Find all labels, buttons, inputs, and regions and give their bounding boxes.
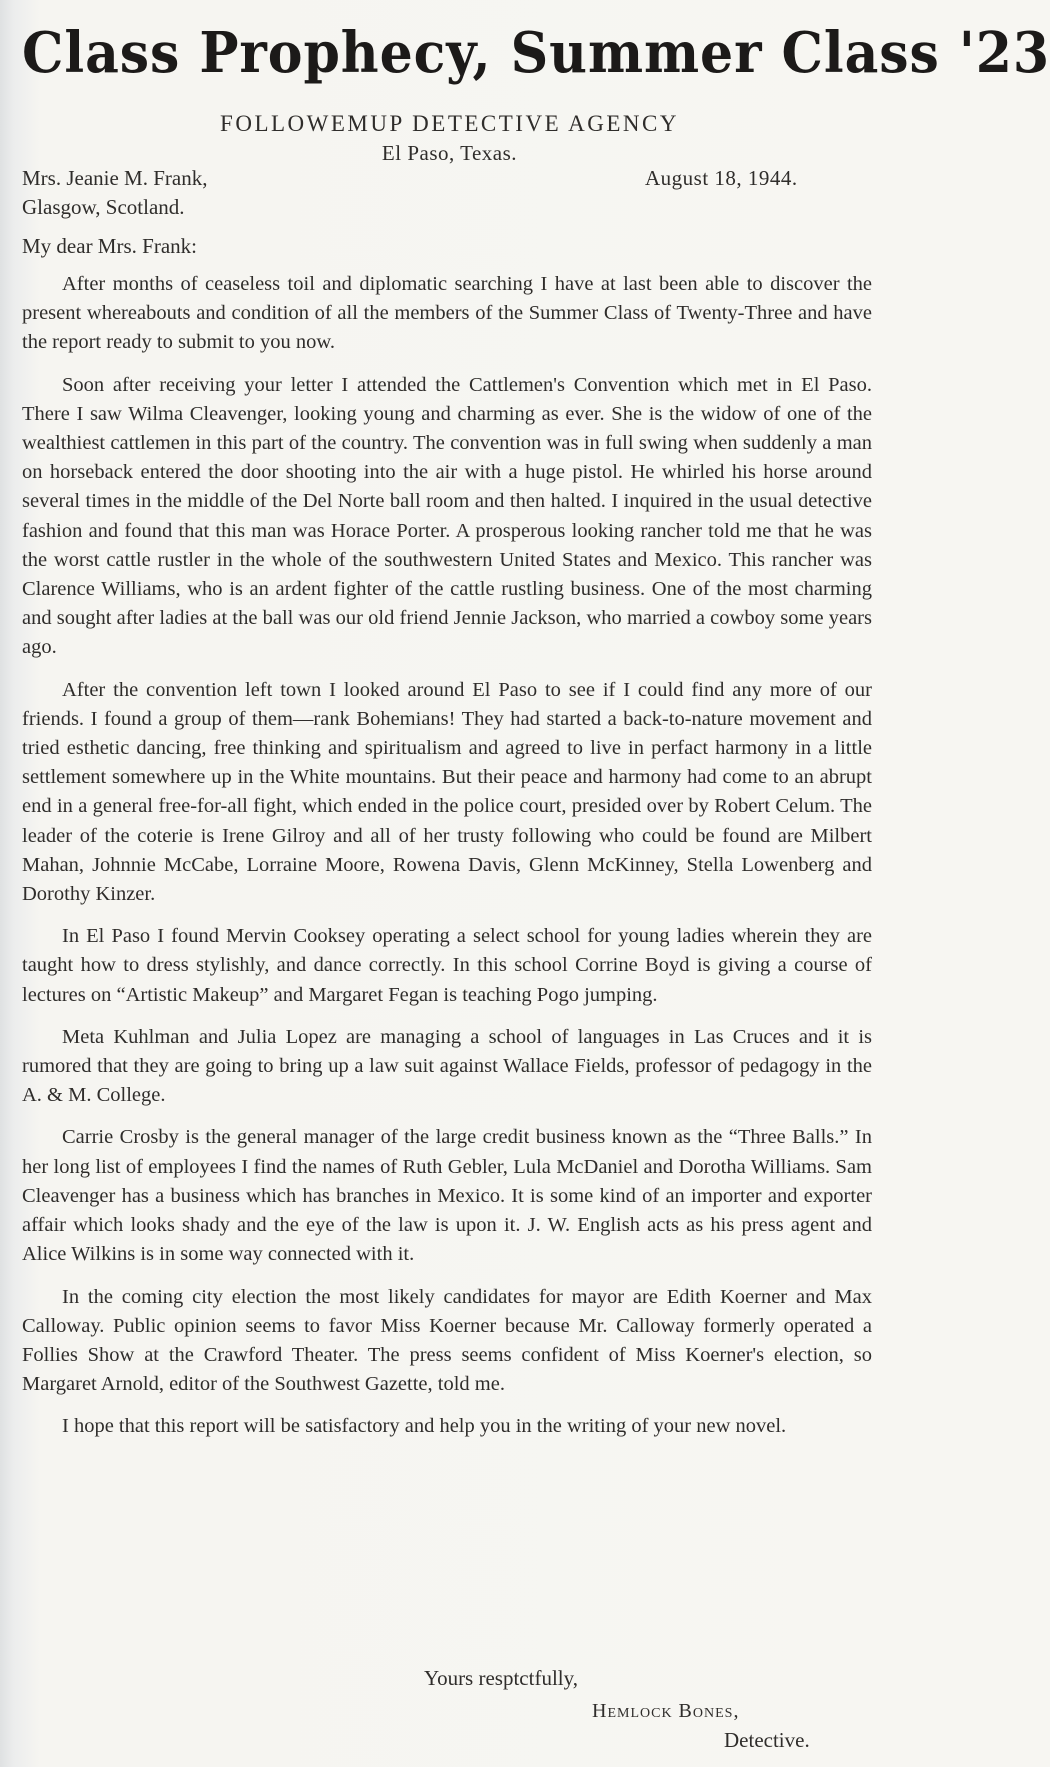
paragraph-1: After months of ceaseless toil and diplomatic searching I have at last been able to discover the present whereabouts and condition of all the members of the Summer Class of Twenty-Three and have the report ready to submit to you now.: [22, 273, 872, 354]
paragraph-4: In El Paso I found Mervin Cooksey operating a select school for young ladies wherein they are taught how to dress stylishly, and dance correctly. In this school Corrine Boyd is giving a course of lectures on “Artistic Makeup” and Margaret Fegan is teaching Pogo jumping.: [22, 925, 872, 1006]
paragraph-7: In the coming city election the most likely candidates for mayor are Edith Koerner and Max Calloway. Public opinion seems to favor Miss Koerner because Mr. Calloway formerly operated a Follies Show at the Crawford Theater. The press seems confident of Miss Koerner's election, so Margaret Arnold, editor of the Southwest Gazette, told me.: [22, 1285, 872, 1396]
letter-date: August 18, 1944.: [645, 166, 798, 190]
salutation: My dear Mrs. Frank:: [22, 234, 197, 258]
agency-name: FOLLOWEMUP DETECTIVE AGENCY: [220, 111, 679, 136]
paragraph-5: Meta Kuhlman and Julia Lopez are managing a school of languages in Las Cruces and it is rumored that they are going to bring up a law suit against Wallace Fields, professor of pedagogy in the A. & M. College.: [22, 1025, 872, 1107]
recipient-address: [22, 164, 207, 222]
closing: Yours resptctfully,: [424, 1666, 579, 1690]
signer-title: Detective.: [724, 1728, 810, 1752]
letter-body: [22, 270, 872, 1455]
recipient-name: Mrs. Jeanie M. Frank,: [22, 166, 208, 190]
agency-city: El Paso, Texas.: [381, 141, 518, 165]
recipient-place: Glasgow, Scotland.: [22, 195, 185, 219]
paragraph-6: Carrie Crosby is the general manager of the large credit business known as the “Three Balls.” In her long list of employees I find the names of Ruth Gebler, Lula McDaniel and Dorotha Williams. Sam Cleavenger has a business which has branches in Mexico. It is some kind of an importer and exporter affair which looks shady and the eye of the law is upon it. J. W. English acts as his press agent and Alice Wilkins is in some way connected with it.: [22, 1126, 872, 1266]
signer-name: Hemlock Bones,: [592, 1700, 740, 1722]
paragraph-8: I hope that this report will be satisfactory and help you in the writing of your new novel.: [62, 1415, 787, 1438]
page-title: Class Prophecy, Summer Class '23: [22, 20, 1050, 86]
paragraph-2: Soon after receiving your letter I attended the Cattlemen's Convention which met in El Paso. There I saw Wilma Cleavenger, looking young and charming as ever. She is the widow of one of the wealthiest cattlemen in this part of the country. The convention was in full swing when suddenly a man on horseback entered the door shooting into the air with a huge pistol. He whirled his horse around several times in the middle of the Del Norte ball room and then halted. I inquired in the usual detective fashion and found that this man was Horace Porter. A prosperous looking rancher told me that he was the worst cattle rustler in the whole of the southwestern United States and Mexico. This rancher was Clarence Williams, who is an ardent fighter of the cattle rustling business. One of the most charming and sought after ladies at the ball was our old friend Jennie Jackson, who married a cowboy some years ago.: [22, 373, 872, 659]
paragraph-3: After the convention left town I looked around El Paso to see if I could find any more of our friends. I found a group of them—rank Bohemians! They had started a back-to-nature movement and tried esthetic dancing, free thinking and spiritualism and agreed to live in perfact harmony in a little settlement somewhere up in the White mountains. But their peace and harmony had come to an abrupt end in a general free-for-all fight, which ended in the police court, presided over by Robert Celum. The leader of the coterie is Irene Gilroy and all of her trusty following who could be found are Milbert Mahan, Johnnie McCabe, Lorraine Moore, Rowena Davis, Glenn McKinney, Stella Lowenberg and Dorothy Kinzer.: [22, 678, 872, 906]
